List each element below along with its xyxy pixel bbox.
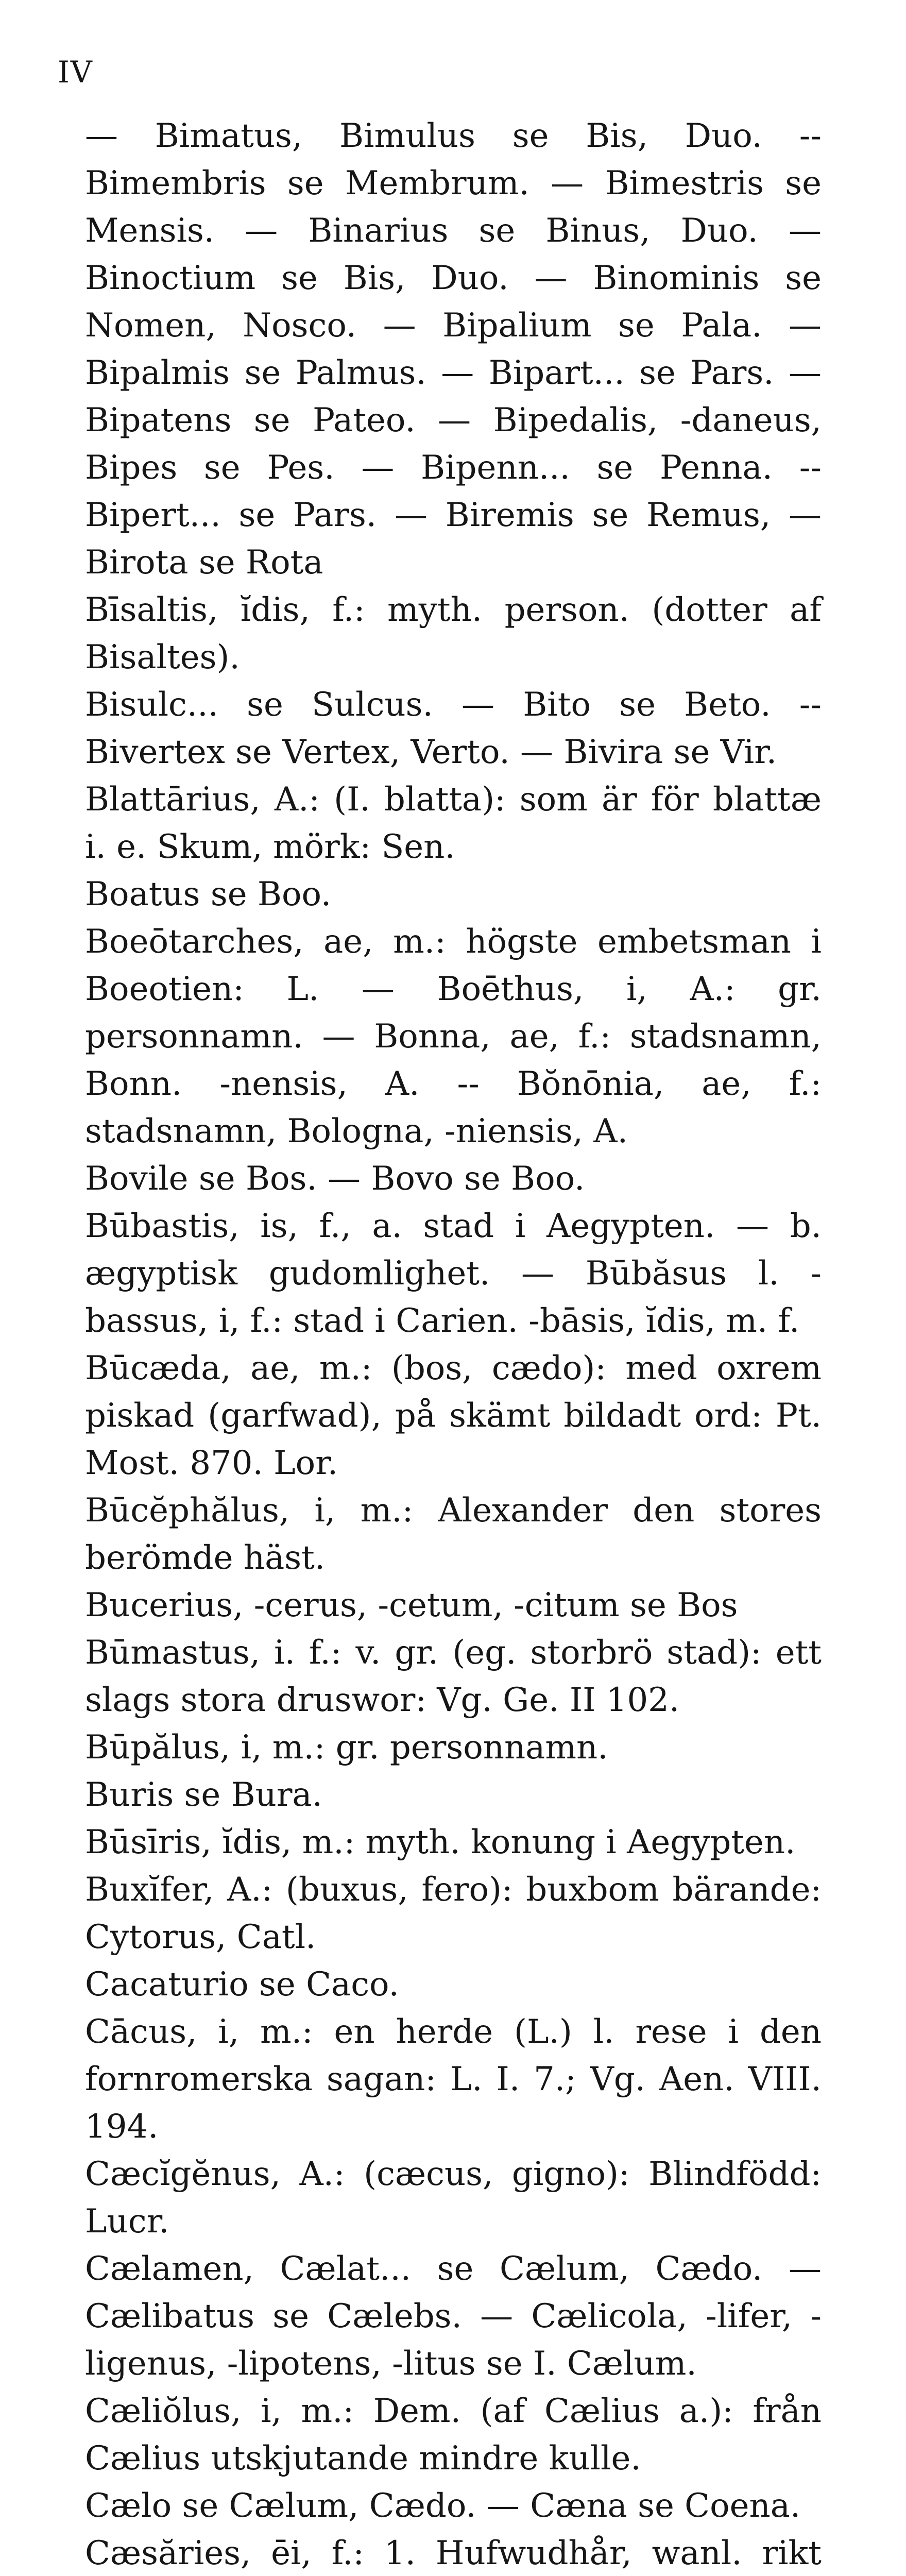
entry-buxifer: Buxĭfer, A.: (buxus, fero): buxbom bärande: Cytorus, Catl. <box>85 1871 822 1956</box>
entry-bupalus: Būpălus, i, m.: gr. personnamn. <box>85 1728 608 1767</box>
entry-caelamen: Cælamen, Cælat... se Cælum, Cædo. — Cælibatus se Cælebs. — Cælicola, -lifer, -ligenus, -lipotens, -litus se I. Cælum. <box>85 2250 822 2383</box>
entry-boeotarches: Boeōtarches, ae, m.: högste embetsman i Boeotien: L. — Boēthus, i, A.: gr. personnamn. — Bonna, ae, f.: stadsnamn, Bonn. -nensis, A. -- Bŏnōnia, ae, f.: stadsnamn, Bologna, -niensis, A. <box>85 923 822 1150</box>
entry-caesaries: Cæsăries, ēi, f.: 1. Hufwudhår, wanl. rikt <box>85 2534 822 2572</box>
entry-bovile: Bovile se Bos. — Bovo se Boo. <box>85 1160 585 1198</box>
entry-blattarius: Blattārius, A.: (I. blatta): som är för blattæ i. e. Skum, mörk: Sen. <box>85 781 822 866</box>
entry-buris: Buris se Bura. <box>85 1776 322 1814</box>
entry-caecigenus: Cæcĭgĕnus, A.: (cæcus, gigno): Blindfödd: Lucr. <box>85 2155 822 2241</box>
entry-bimatus-crossrefs: — Bimatus, Bimulus se Bis, Duo. -- Bimembris se Membrum. — Bimestris se Mensis. — Binarius se Binus, Duo. — Binoctium se Bis, Duo. — Binominis se Nomen, Nosco. — Bipalium se Pala. — Bipalmis se Palmus. — Bipart... se Pars. — Bipatens se Pateo. — Bipedalis, -daneus, Bipes se Pes. — Bipenn... se Penna. -- Bipert... se Pars. — Biremis se Remus, — Birota se Rota <box>85 117 822 582</box>
entry-cacaturio: Cacaturio se Caco. <box>85 1965 399 2004</box>
dictionary-column <box>85 112 822 2576</box>
entry-boatus: Boatus se Boo. <box>85 875 332 913</box>
entry-bisaltis: Bīsaltis, ĭdis, f.: myth. person. (dotter af Bisaltes). <box>85 591 822 676</box>
entry-bucerius: Bucerius, -cerus, -cetum, -citum se Bos <box>85 1586 738 1624</box>
entry-busiris: Būsīris, ĭdis, m.: myth. konung i Aegypten. <box>85 1823 796 1861</box>
entry-cacus: Cācus, i, m.: en herde (L.) l. rese i den fornromerska sagan: L. I. 7.; Vg. Aen. VIII. 194. <box>85 2013 822 2146</box>
entry-bisulc: Bisulc... se Sulcus. — Bito se Beto. -- Bivertex se Vertex, Verto. — Bivira se Vir. <box>85 686 822 771</box>
entry-bumastus: Būmastus, i. f.: v. gr. (eg. storbrö stad): ett slags stora druswor: Vg. Ge. II 102. <box>85 1634 822 1719</box>
entry-bucaeda: Būcæda, ae, m.: (bos, cædo): med oxrem piskad (garfwad), på skämt bildadt ord: Pt. Most. 870. Lor. <box>85 1349 822 1482</box>
page-number: IV <box>58 55 93 90</box>
entry-bucephalus: Būcĕphălus, i, m.: Alexander den stores berömde häst. <box>85 1492 822 1577</box>
entry-bubastis: Būbastis, is, f., a. stad i Aegypten. — b. ægyptisk gudomlighet. — Būbăsus l. -bassus, i, f.: stad i Carien. -bāsis, ĭdis, m. f. <box>85 1207 822 1340</box>
entry-caelo: Cælo se Cælum, Cædo. — Cæna se Coena. <box>85 2487 801 2525</box>
entry-caeliolus: Cæliŏlus, i, m.: Dem. (af Cælius a.): från Cælius utskjutande mindre kulle. <box>85 2392 822 2478</box>
